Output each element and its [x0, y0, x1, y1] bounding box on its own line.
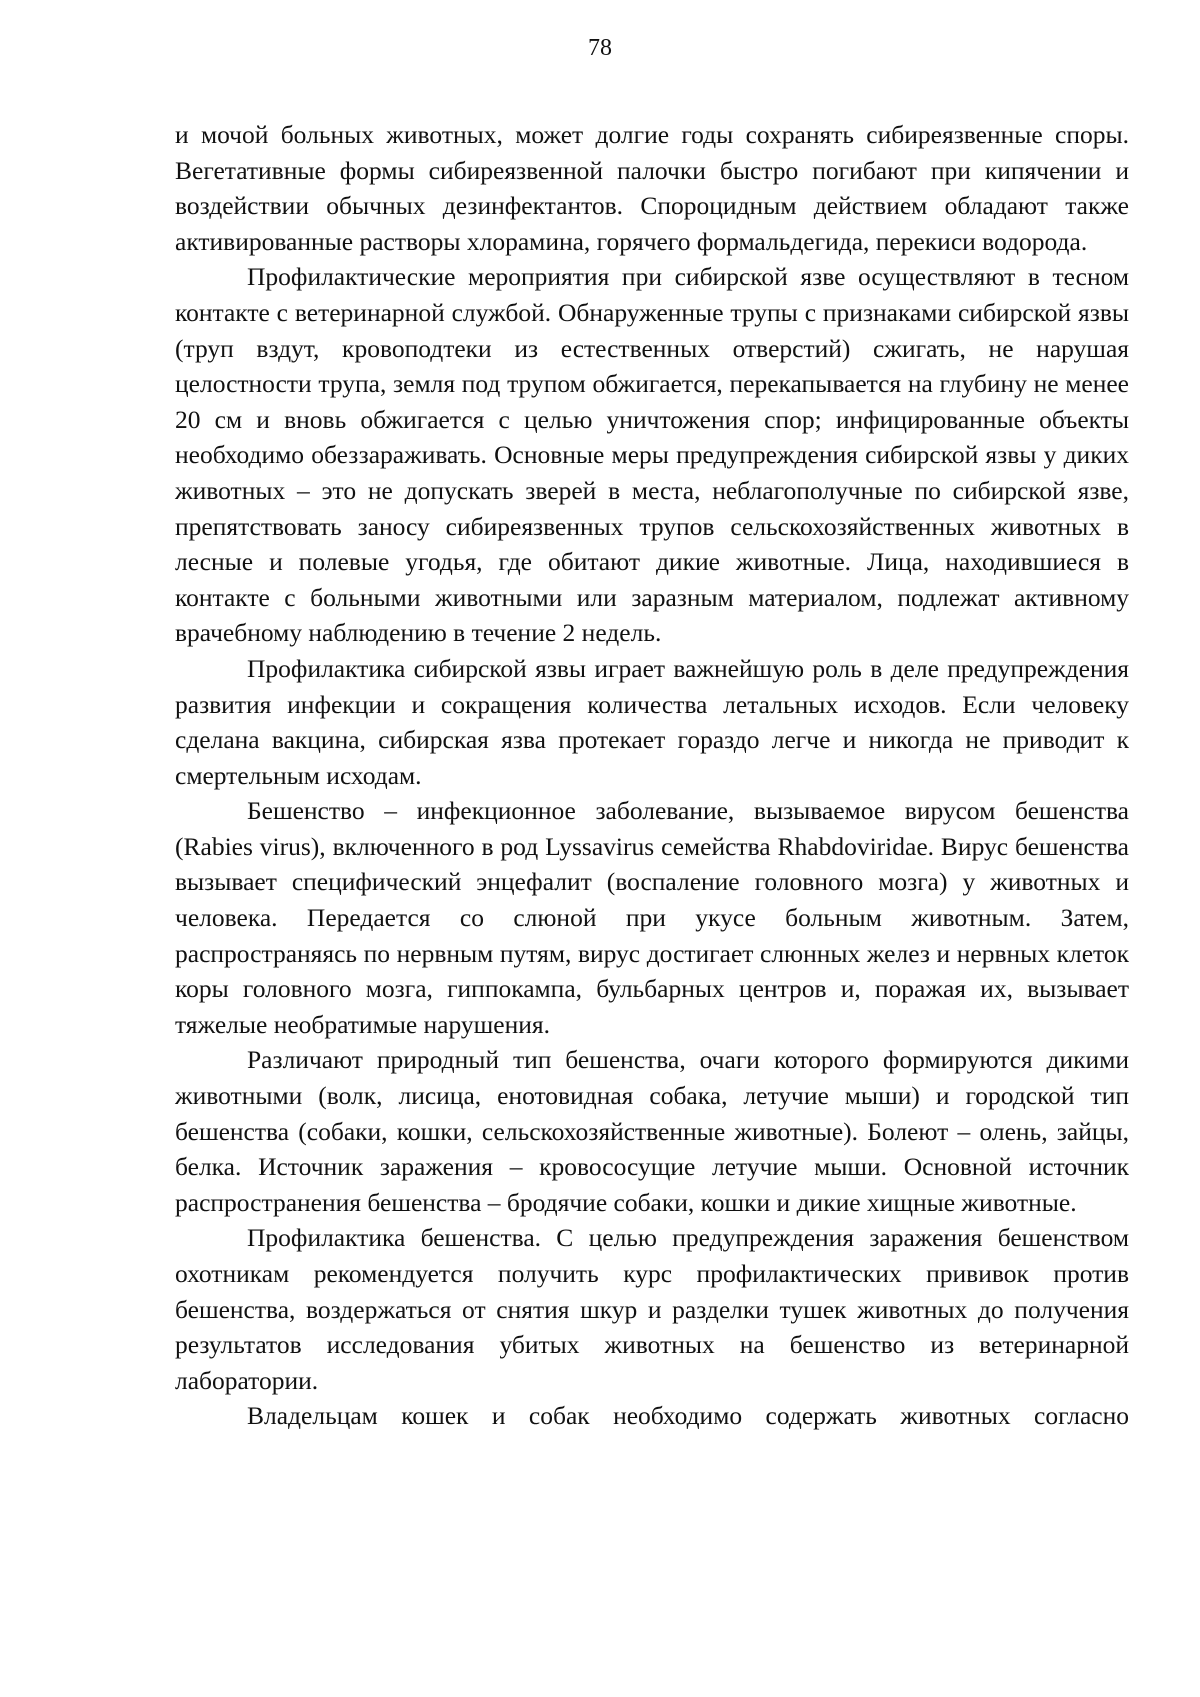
- paragraph-2: Профилактические мероприятия при сибирской язве осуществляют в тесном контакте с ветеринарной службой. Обнаруженные трупы с признаками сибирской язвы (труп вздут, кровоподтеки из естественных отверстий) сжигать, не нарушая целостности трупа, земля под трупом обжигается, перекапывается на глубину не менее 20 см и вновь обжигается с целью уничтожения спор; инфицированные объекты необходимо обеззараживать. Основные меры предупреждения сибирской язвы у диких животных – это не допускать зверей в места, неблагополучные по сибирской язве, препятствовать заносу сибиреязвенных трупов сельскохозяйственных животных в лесные и полевые угодья, где обитают дикие животные. Лица, находившиеся в контакте с больными животными или заразным материалом, подлежат активному врачебному наблюдению в течение 2 недель.: [175, 262, 1129, 648]
- page-number: 78: [588, 35, 612, 61]
- paragraph-4: Бешенство – инфекционное заболевание, вызываемое вирусом бешенства (Rabies virus), включенного в род Lyssavirus семейства Rhabdoviridae. Вирус бешенства вызывает специфический энцефалит (воспаление головного мозга) у животных и человека. Передается со слюной при укусе больным животным. Затем, распространяясь по нервным путям, вирус достигает слюнных желез и нервных клеток коры головного мозга, гиппокампа, бульбарных центров и, поражая их, вызывает тяжелые необратимые нарушения.: [175, 796, 1129, 1039]
- paragraph-3: Профилактика сибирской язвы играет важнейшую роль в деле предупреждения развития инфекции и сокращения количества летальных исходов. Если человеку сделана вакцина, сибирская язва протекает гораздо легче и никогда не приводит к смертельным исходам.: [175, 653, 1129, 790]
- paragraph-1: и мочой больных животных, может долгие годы сохранять сибиреязвенные споры. Вегетативные формы сибиреязвенной палочки быстро погибают при кипячении и воздействии обычных дезинфектантов. Спороцидным действием обладают также активированные растворы хлорамина, горячего формальдегида, перекиси водорода.: [175, 120, 1129, 256]
- body-text: [175, 117, 1129, 1434]
- paragraph-7: Владельцам кошек и собак необходимо содержать животных согласно: [247, 1401, 1129, 1431]
- paragraph-5: Различают природный тип бешенства, очаги которого формируются дикими животными (волк, лисица, енотовидная собака, летучие мыши) и городской тип бешенства (собаки, кошки, сельскохозяйственные животные). Болеют – олень, зайцы, белка. Источник заражения – кровососущие летучие мыши. Основной источник распространения бешенства – бродячие собаки, кошки и дикие хищные животные.: [175, 1045, 1129, 1217]
- paragraph-6: Профилактика бешенства. С целью предупреждения заражения бешенством охотникам рекомендуется получить курс профилактических прививок против бешенства, воздержаться от снятия шкур и разделки тушек животных до получения результатов исследования убитых животных на бешенство из ветеринарной лаборатории.: [175, 1223, 1129, 1395]
